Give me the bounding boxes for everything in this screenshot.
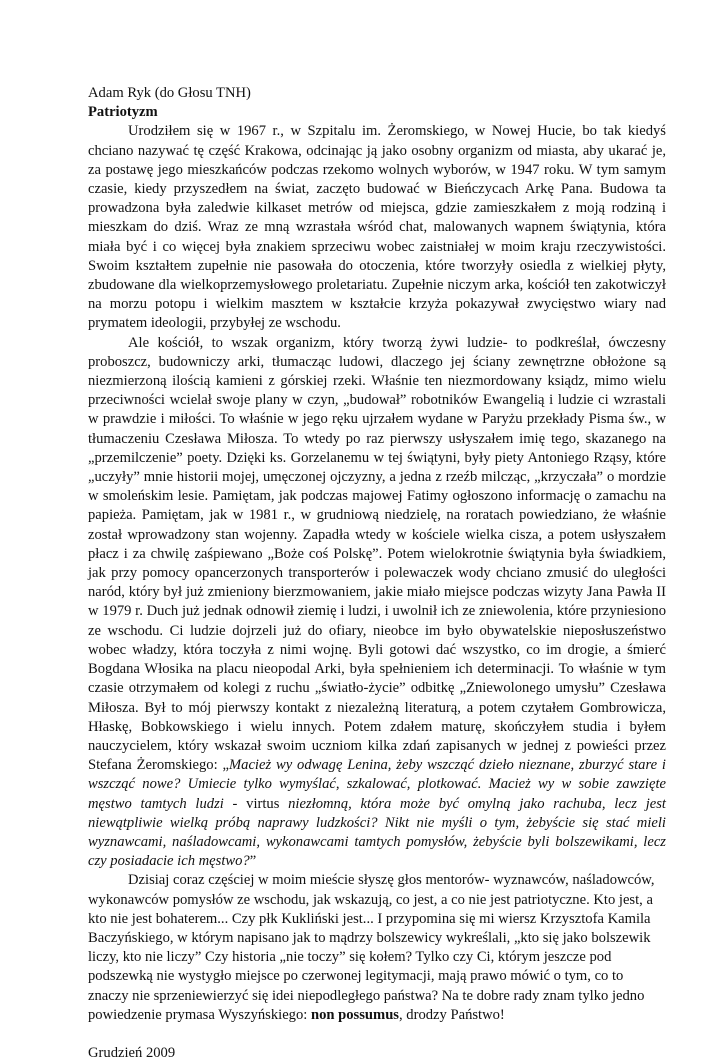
paragraph-3-end: , drodzy Państwo! xyxy=(399,1006,505,1023)
document-title: Patriotyzm xyxy=(88,104,158,121)
author-line: Adam Ryk (do Głosu TNH) xyxy=(88,85,251,101)
zeromski-quote-part-2: niezłomną, która może być omylną jako rachuba, lecz jest niewątpliwie wielką próbą naprawy ludzkości? Nikt nie myśli o tym, żebyście się stać mieli wyznawcami, naśladowcami, wykonawcami tamtych pomysłów, żebyście byli bolszewikami, lecz czy posiadacie ich męstwo? xyxy=(88,795,666,870)
document-page xyxy=(88,84,666,1063)
document-date: Grudzień 2009 xyxy=(88,1044,176,1061)
quote-close: ” xyxy=(249,853,257,870)
paragraph-3 xyxy=(88,871,666,1025)
virtus-text: - virtus xyxy=(223,795,289,812)
non-possumus: non possumus xyxy=(310,1006,399,1023)
paragraph-3-text: Dzisiaj coraz częściej w moim mieście słyszę głos mentorów- wyznawców, naśladowców, wykonawców pomysłów ze wschodu, jak wskazują, co jest, a co nie jest patriotyczne. Kto jest, a kto nie jest bohaterem... Czy płk Kukliński jest... I przypomina się mi wiersz Krzysztofa Kamila Baczyńskiego, w którym napisano jak to mądrzy bolszewicy wykreślali, „kto się jako bolszewik liczy, kto nie liczy” Czy historia „nie toczy” się kołem? Tylko czy Ci, którym jeszcze pod podszewką nie wystygło miejsce po czerwonej legitymacji, mają prawo mówić o tym, co to znaczy nie sprzeniewierzyć się idei niepodległego państwa? Na te dobre rady znam tylko jedno powiedzenie prymasa Wyszyńskiego: xyxy=(88,872,655,1023)
zeromski-quote-part-1: Macież wy odwagę Lenina, żeby wszcząć dzieło nieznane, zburzyć stare i wszcząć nowe? Umiecie tylko wymyślać, szkalować, plotkować. Macież wy w sobie zawzięte męstwo tamtych ludzi xyxy=(88,757,666,812)
paragraph-2 xyxy=(88,334,666,872)
paragraph-2-text: Ale kościół, to wszak organizm, który tworzą żywi ludzie- to podkreślał, ówczesny proboszcz, budowniczy arki, tłumacząc ludowi, dlaczego jej ściany zewnętrzne obłożone są niezmierzoną ilością kamieni z górskiej rzeki. Właśnie ten niezmordowany ksiądz, mimo wielu przeciwności wcielał swoje plany w czyn, „budował” robotników Ewangelią i ludzie ci wzrastali w prawdzie i miłości. To właśnie w jego ręku ujrzałem wydane w Paryżu przekłady Pisma św., w tłumaczeniu Czesława Miłosza. To wtedy po raz pierwszy usłyszałem imię tego, skazanego na „przemilczenie” poety. Dzięki ks. Gorzelanemu w tej świątyni, były piety Antoniego Rząsy, które „uczyły” mnie historii mojej, umęczonej ojczyzny, a jedna z rzeźb milcząc, „krzyczała” o mordzie w smoleńskim lesie. Pamiętam, jak podczas majowej Fatimy ogłoszono informację o zamachu na papieża. Pamiętam, jak w 1981 r., w grudniową niedzielę, na roratach powiedziano, że właśnie został wprowadzony stan wojenny. Zapadła wtedy w kościele wielka cisza, a potem usłyszałem płacz i za chwilę zaśpiewano „Boże coś Polskę”. Potem wielokrotnie świątynia była świadkiem, jak przy pomocy opancerzonych transporterów i polewaczek wody chciano zmusić do uległości naród, który był już zmieniony bierzmowaniem, jakie miało miejsce podczas wizyty Jana Pawła II w 1979 r. Duch już jednak odnowił ziemię i ludzi, i uwolnił ich ze zniewolenia, które przyniesiono ze wschodu. Ci ludzie dojrzeli już do ofiary, nieobce im było obywatelskie nieposłuszeństwo wobec władzy, która toczyła z nimi wojnę. Byli gotowi dać wszystko, co im drogie, a śmierć Bogdana Włosika na placu nieopodal Arki, była spełnieniem ich determinacji. To właśnie w tym czasie otrzymałem od kolegi z ruchu „światło-życie” odbitkę „Zniewolonego umysłu” Czesława Miłosza. Był to mój pierwszy kontakt z niezależną literaturą, a potem czytałem Gombrowicza, Hłaskę, Bobkowskiego i wielu innych. Potem zdałem maturę, skończyłem studia i byłem nauczycielem, który wskazał swoim uczniom kilka zdań zapisanych w jednej z powieści przez Stefana Żeromskiego: „ xyxy=(88,334,666,774)
paragraph-1: Urodziłem się w 1967 r., w Szpitalu im. Żeromskiego, w Nowej Hucie, bo tak kiedyś chciano nazywać tę część Krakowa, odcinając ją jako osobny organizm od miasta, aby ukarać je, za postawę jego mieszkańców podczas rzekomo wolnych wyborów, w 1947 roku. W tym samym czasie, kiedy przyszedłem na świat, zaczęto budować w Bieńczycach Arkę Pana. Budowa ta prowadzona była zaledwie kilkaset metrów od miejsca, gdzie zamieszkałem z moją rodziną i mieszkam do dziś. Wraz ze mną wzrastała wśród chat, malowanych wapnem świątynia, która miała być i co więcej była znakiem sprzeciwu wobec zaistniałej w moim kraju rzeczywistości. Swoim kształtem zupełnie nie pasowała do otoczenia, które tworzyły osiedla z wielkiej płyty, zbudowane dla wielkoprzemysłowego proletariatu. Zupełnie niczym arka, kościół ten zakotwiczył na morzu potopu i wielkim masztem w kształcie krzyża pokazywał zwycięstwo wiary nad prymatem ideologii, przybyłej ze wschodu. xyxy=(88,123,666,332)
